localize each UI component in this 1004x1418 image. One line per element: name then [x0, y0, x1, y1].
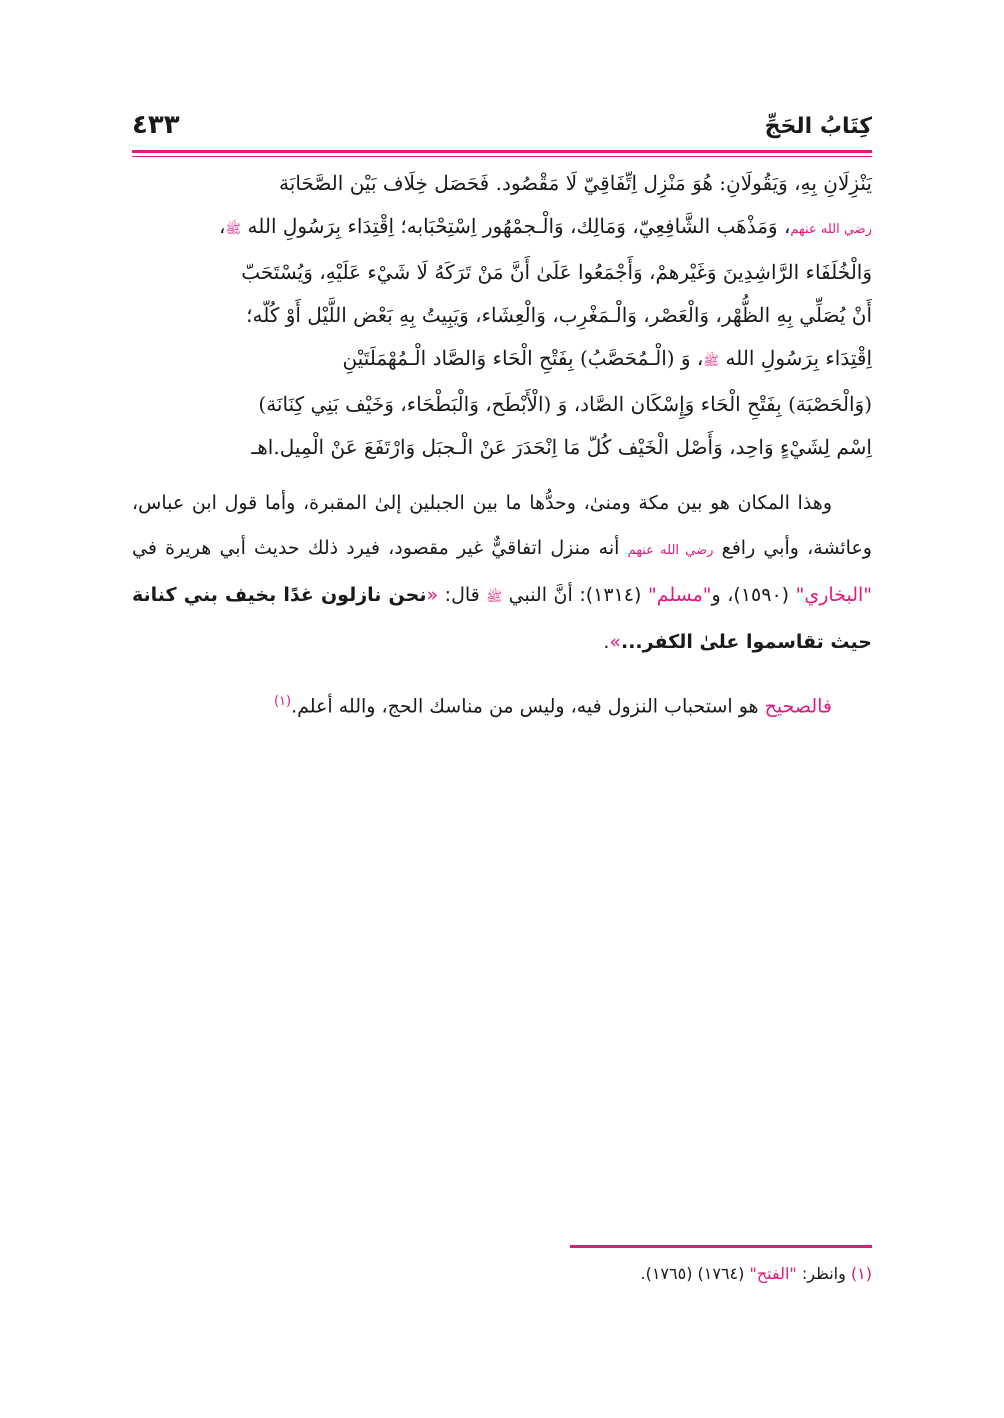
header-rule-thick [132, 150, 872, 153]
footnote-separator [570, 1245, 872, 1248]
quote-line-4: أَنْ يُصَلِّي بِهِ الظُّهْر، وَالْعَصْر، وَالْـمَغْرِب، وَالْعِشَاء، وَيَبِيتُ بِهِ بَعْض اللَّيْل أَوْ كُلّه؛ [246, 303, 872, 327]
footnote-reference[interactable]: (١) [273, 694, 292, 709]
source-reference: "الفتح" [749, 1264, 797, 1283]
page-header [132, 108, 872, 152]
quoted-commentary [132, 162, 872, 469]
conclusion-paragraph: فالصحيح هو استحباب النزول فيه، وليس من مناسك الحج، والله أعلم.$^{(١)}$ [273, 694, 832, 718]
chapter-title: كِتَابُ الحَجِّ [764, 114, 872, 139]
commentary-paragraph: وهذا المكان هو بين مكة ومنىٰ، وحدُّها ما بين الجبلين إلىٰ المقبرة، وأما قول ابن عباس، وعائشة، وأبي رافع رضي الله عنهم أنه منزل اتفاقيٌّ غير مقصود، فيرد ذلك حديث أبي هريرة في "البخاري" (١٥٩٠)، و"مسلم" (١٣١٤): أنَّ النبي ﷺ قال: «نحن نازلون غدًا بخيف بني كنانة حيث تقاسموا علىٰ الكفر...». [132, 492, 873, 653]
honorific-glyph: ﷺ [225, 222, 242, 237]
source-reference: "البخاري" [795, 584, 873, 606]
page-number: ٤٣٣ [132, 110, 180, 140]
source-reference: "مسلم" [647, 584, 712, 606]
hadith-text: نحن نازلون غدًا بخيف بني كنانة حيث تقاسموا علىٰ الكفر... [132, 584, 872, 653]
footnote: (١) وانظر: "الفتح" (١٧٦٤) (١٧٦٥). [640, 1264, 872, 1283]
honorific-glyph: رضي الله عنهم [627, 543, 714, 558]
quote-line-2: رضي الله عنهم، وَمَذْهَب الشَّافِعِيّ، وَمَالِك، وَالْـجمْهُور اِسْتِحْبَابه؛ اِقْتِدَاء بِرَسُولِ الله ﷺ، [218, 214, 872, 238]
quote-line-1: يَنْزِلَانِ بِهِ، وَيَقُولَانِ: هُوَ مَنْزِل اِتِّفَاقِيّ لَا مَقْصُود. فَحَصَل خِلَاف بَيْن الصَّحَابَة [279, 171, 872, 195]
honorific-glyph: ﷺ [703, 354, 720, 369]
header-rule-thin [132, 156, 872, 157]
quote-line-7: اِسْم لِشَيْءٍ وَاحِد، وَأَصْل الْخَيْف كُلّ مَا اِنْحَدَرَ عَنْ الْـجبَل وَارْتَفَعَ عَنْ الْمِيل.اهـ [251, 435, 872, 459]
honorific-glyph: رضي الله عنهم [790, 222, 872, 237]
quote-line-3: وَالْخُلَفَاء الرَّاشِدِينَ وَغَيْرهمْ، وَأَجْمَعُوا عَلَىٰ أَنَّ مَنْ تَرَكَهُ لَا شَيْء عَلَيْهِ، وَيُسْتَحَبّ [241, 260, 872, 284]
author-commentary [132, 481, 872, 665]
page-body [132, 162, 872, 729]
conclusion [132, 679, 872, 729]
quote-line-5: اِقْتِدَاء بِرَسُولِ الله ﷺ، وَ (الْـمُحَصَّبُ) بِفَتْحِ الْحَاء وَالصَّاد الْـمُهْمَلَتَيْنِ [342, 346, 872, 370]
conclusion-label: فالصحيح [764, 695, 832, 718]
footnote-number: (١) [850, 1264, 872, 1283]
quote-line-6: (وَالْحَصْبَة) بِفَتْحِ الْحَاء وَإِسْكَان الصَّاد، وَ (الْأَبْطَح، وَالْبَطْحَاء، وَخَيْف بَنِي كِنَانَة) [258, 392, 872, 416]
honorific-glyph: ﷺ [486, 590, 503, 605]
